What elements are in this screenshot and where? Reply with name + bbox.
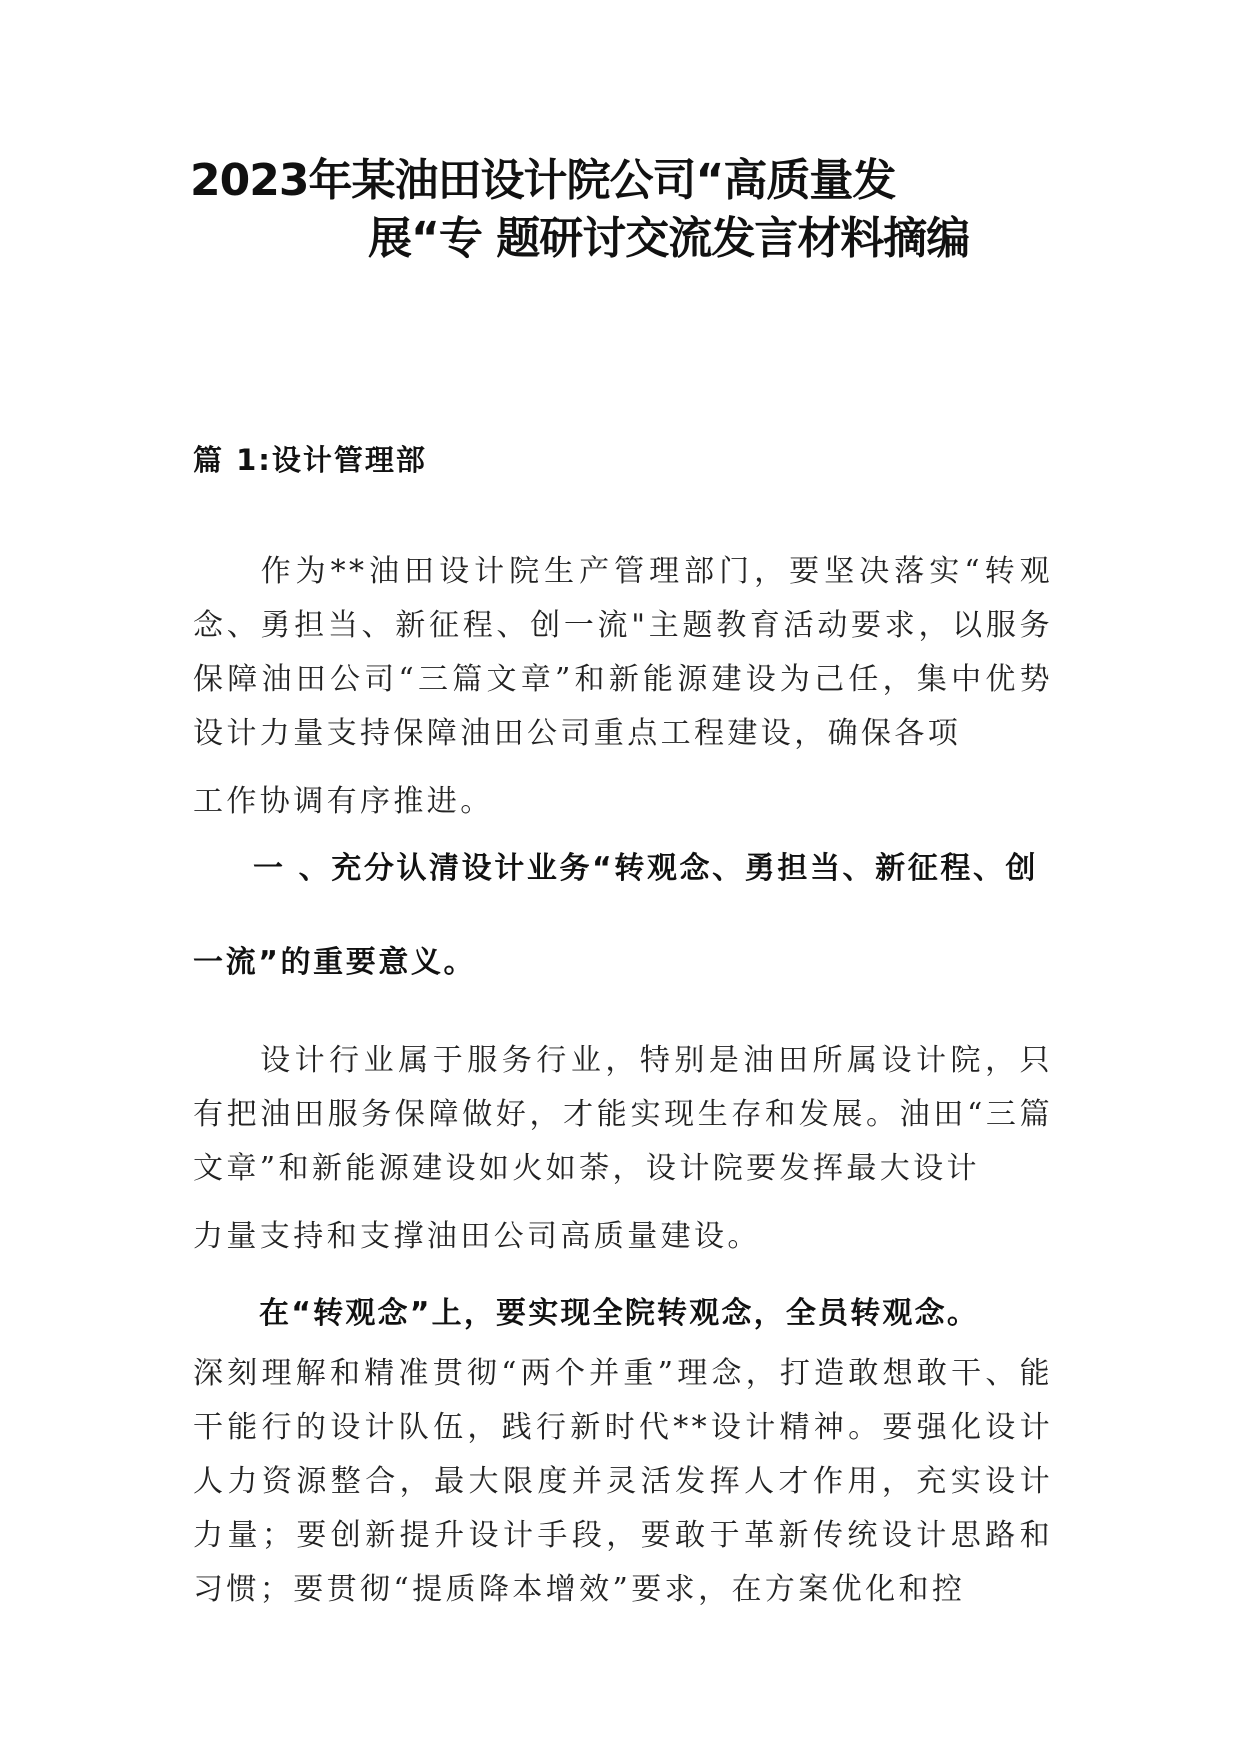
paragraph-2-text: 设计行业属于服务行业，特别是油田所属设计院，只有把油田服务保障做好，才能实现生存和发展。油田“三篇文章”和新能源建设如火如荼，设计院要发挥最大设计 <box>193 1043 1053 1186</box>
paragraph-intro-last-line: 工作协调有序推进。 <box>193 784 494 819</box>
section-title: 篇 1:设计管理部 <box>193 443 427 477</box>
heading-2: 在“转观念”上，要实现全院转观念，全员转观念。 <box>259 1296 980 1331</box>
paragraph-2-last-line: 力量支持和支撑油田公司高质量建设。 <box>193 1219 761 1254</box>
paragraph-3: 深刻理解和精准贯彻“两个并重”理念，打造敢想敢干、能干能行的设计队伍，践行新时代**设计精神。要强化设计人力资源整合，最大限度并灵活发挥人才作用，充实设计力量；要创新提升设计手段，要敢于革新传统设计思路和习惯；要贯彻“提质降本增效”要求，在方案优化和控 <box>193 1356 1053 1607</box>
document-title <box>150 152 1110 268</box>
document-title-line-1: 2023年某油田设计院公司“高质量发 <box>190 155 896 206</box>
paragraph-intro <box>193 545 1053 829</box>
heading-1-text: 一 、充分认清设计业务“转观念、勇担当、新征程、创一流”的重要意义。 <box>193 851 1039 980</box>
heading-1 <box>193 822 1053 1010</box>
paragraph-2 <box>193 1034 1053 1264</box>
paragraph-intro-text: 作为**油田设计院生产管理部门，要坚决落实“转观念、勇担当、新征程、创一流"主题教育活动要求，以服务保障油田公司“三篇文章”和新能源建设为己任，集中优势设计力量支持保障油田公司重点工程建设，确保各项 <box>193 554 1053 751</box>
document-title-line-2: 展“专 题研讨交流发言材料摘编 <box>368 213 970 264</box>
